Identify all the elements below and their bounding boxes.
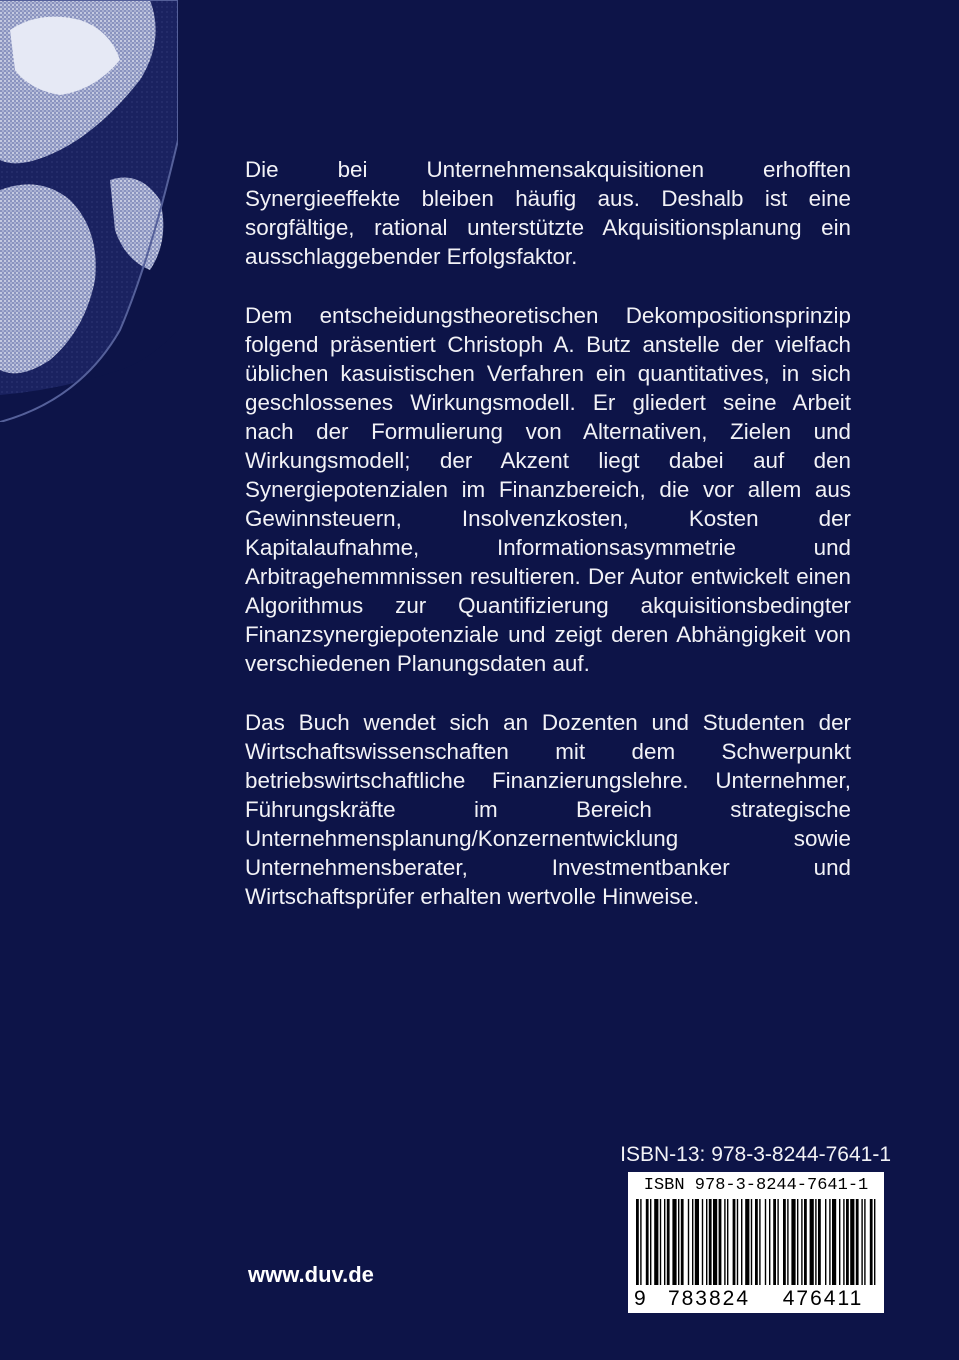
globe-illustration bbox=[0, 0, 178, 422]
barcode-digits bbox=[630, 1287, 882, 1311]
barcode-bar bbox=[664, 1199, 665, 1285]
barcode-bar bbox=[650, 1199, 651, 1285]
blurb-paragraph: Dem entscheidungstheoretischen Dekompositionsprinzip folgend präsentiert Christoph A. Butz anstelle der vielfach üblichen kasuistischen Verfahren ein quantitatives, in sich geschlossenes Wirkungsmodell. Er gliedert seine Arbeit nach der Formulierung von Alternativen, Zielen und Wirkungsmodell; der Akzent liegt dabei auf den Synergiepotenzialen im Finanzbereich, die vor allem aus Gewinnsteuern, Insolvenzkosten, Kosten der Kapitalaufnahme, Informationsasymmetrie und Arbitragehemmnissen resultieren. Der Autor entwickelt einen Algorithmus zur Quantifizierung akquisitionsbedingter Finanzsynergiepotenziale und zeigt deren Abhängigkeit von verschiedenen Planungsdaten auf. bbox=[245, 303, 851, 676]
barcode-bar bbox=[850, 1199, 854, 1285]
barcode-digit-lead: 9 bbox=[634, 1287, 646, 1310]
barcode-bar bbox=[777, 1199, 778, 1285]
blurb-paragraph: Die bei Unternehmensakquisitionen erhofften Synergieeffekte bleiben häufig aus. Deshalb ist eine sorgfältige, rational unterstützte Akquisitionsplanung ein ausschlaggebender Erfolgsfaktor. bbox=[245, 157, 851, 269]
barcode-bar bbox=[801, 1199, 802, 1285]
barcode-bar bbox=[678, 1199, 679, 1285]
barcode-bar bbox=[681, 1199, 684, 1285]
barcode-bar bbox=[864, 1199, 865, 1285]
barcode-bar bbox=[832, 1199, 836, 1285]
blurb-paragraph: Das Buch wendet sich an Dozenten und Studenten der Wirtschaftswissenschaften mit dem Schwerpunkt betriebswirtschaftliche Finanzierungslehre. Unternehmer, Führungskräfte im Bereich strategische Unternehmensplanung/Konzernentwicklung sowie Unternehmensberater, Investmentbanker und Wirtschaftsprüfer erhalten wertvolle Hinweise. bbox=[245, 710, 851, 909]
barcode-bar bbox=[646, 1199, 649, 1285]
barcode-bar bbox=[751, 1199, 752, 1285]
barcode-bar bbox=[745, 1199, 749, 1285]
barcode-bar bbox=[787, 1199, 788, 1285]
barcode-bar bbox=[755, 1199, 758, 1285]
isbn-label: ISBN-13: 978-3-8244-7641-1 bbox=[620, 1143, 891, 1166]
barcode-bar bbox=[791, 1199, 795, 1285]
barcode-bar bbox=[870, 1199, 873, 1285]
barcode-bar bbox=[874, 1199, 875, 1285]
barcode-bar bbox=[829, 1199, 830, 1285]
barcode-bar bbox=[727, 1199, 728, 1285]
barcode-bar bbox=[702, 1199, 703, 1285]
barcode-bar bbox=[773, 1199, 776, 1285]
barcode-bar bbox=[769, 1199, 770, 1285]
barcode-bar bbox=[654, 1199, 658, 1285]
barcode-bar bbox=[719, 1199, 722, 1285]
barcode-isbn-text: ISBN 978-3-8244-7641-1 bbox=[643, 1176, 869, 1195]
barcode-bar bbox=[815, 1199, 816, 1285]
barcode-bar bbox=[660, 1199, 661, 1285]
barcode-bar bbox=[861, 1199, 862, 1285]
barcode-digit-group-2: 476411 bbox=[770, 1287, 876, 1311]
publisher-website: www.duv.de bbox=[248, 1262, 374, 1287]
barcode-bar bbox=[709, 1199, 712, 1285]
barcode-bars bbox=[628, 1199, 884, 1287]
barcode-bar bbox=[741, 1199, 742, 1285]
barcode-bar bbox=[810, 1199, 814, 1285]
barcode-bar bbox=[839, 1199, 840, 1285]
barcode-bar bbox=[706, 1199, 707, 1285]
blurb-text bbox=[245, 155, 851, 941]
barcode-bar bbox=[818, 1199, 821, 1285]
barcode-digit-group-1: 783824 bbox=[656, 1287, 762, 1311]
barcode-bar bbox=[737, 1199, 738, 1285]
barcode-bar bbox=[797, 1199, 798, 1285]
barcode-bar bbox=[688, 1199, 689, 1285]
barcode-bar bbox=[846, 1199, 849, 1285]
barcode-bar bbox=[724, 1199, 725, 1285]
globe-graphic bbox=[0, 0, 178, 422]
barcode-bar bbox=[667, 1199, 670, 1285]
barcode-bar bbox=[640, 1199, 641, 1285]
barcode-bar bbox=[733, 1199, 736, 1285]
barcode-bar bbox=[804, 1199, 807, 1285]
barcode-bar bbox=[843, 1199, 844, 1285]
barcode-bar bbox=[783, 1199, 786, 1285]
barcode-bar bbox=[759, 1199, 760, 1285]
barcode-bar bbox=[636, 1199, 639, 1285]
barcode-bar bbox=[713, 1199, 717, 1285]
barcode-bar bbox=[765, 1199, 766, 1285]
barcode-bar bbox=[672, 1199, 676, 1285]
barcode-bar bbox=[692, 1199, 693, 1285]
barcode-bar bbox=[825, 1199, 826, 1285]
barcode bbox=[628, 1172, 884, 1313]
barcode-bar bbox=[856, 1199, 859, 1285]
barcode-bar bbox=[695, 1199, 699, 1285]
